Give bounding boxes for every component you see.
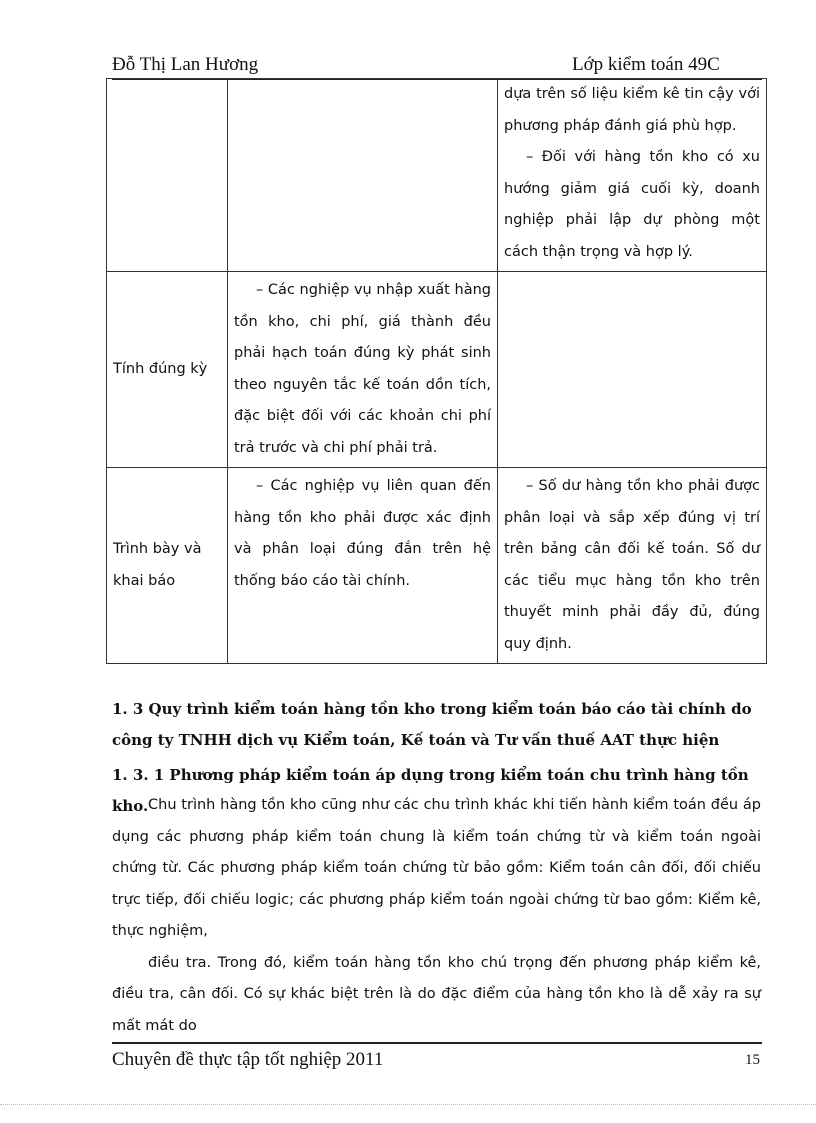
table-cell	[498, 79, 767, 272]
body-paragraph: điều tra. Trong đó, kiểm toán hàng tồn kho chú trọng đến phương pháp kiểm kê, điều tra, cân đối. Có sự khác biệt trên là do đặc điểm của hàng tồn kho là dễ xảy ra sự mất mát do	[112, 954, 761, 1034]
cell-paragraph: – Đối với hàng tồn kho có xu hướng giảm giá cuối kỳ, doanh nghiệp phải lập dự phòng một cách thận trọng và hợp lý.	[504, 149, 760, 260]
cell-paragraph: dựa trên số liệu kiểm kê tin cậy với phương pháp đánh giá phù hợp.	[504, 86, 760, 134]
subsection-heading: 1. 3. 1 Phương pháp kiểm toán áp dụng trong kiểm toán chu trình hàng tồn kho.	[112, 766, 749, 815]
section-heading: 1. 3 Quy trình kiểm toán hàng tồn kho trong kiểm toán báo cáo tài chính do công ty TNHH dịch vụ Kiểm toán, Kế toán và Tư vấn thuế AAT thực hiện	[112, 700, 752, 749]
page-header	[112, 52, 762, 80]
page-footer	[112, 1042, 762, 1070]
table-cell	[228, 468, 498, 664]
page-number: 15	[745, 1052, 760, 1068]
footer-title: Chuyên đề thực tập tốt nghiệp 2011	[112, 1049, 384, 1070]
class-name: Lớp kiểm toán 49C	[572, 54, 720, 75]
table-row	[107, 272, 767, 468]
cell-paragraph: – Các nghiệp vụ liên quan đến hàng tồn kho phải được xác định và phân loại đúng đắn trên hệ thống báo cáo tài chính.	[234, 478, 491, 589]
body-paragraph: Chu trình hàng tồn kho cũng như các chu trình khác khi tiến hành kiểm toán đều áp dụng các phương pháp kiểm toán chung là kiểm toán chứng từ và kiểm toán ngoài chứng từ. Các phương pháp kiểm toán chứng từ bảo gồm: Kiểm toán cân đối, đối chiếu trực tiếp, đối chiếu logic; các phương pháp kiểm toán ngoài chứng từ bao gồm: Kiểm kê, thực nghiệm,	[112, 797, 761, 939]
row-label-cell: Trình bày và khai báo	[107, 468, 228, 664]
table-cell	[498, 272, 767, 468]
author-name: Đỗ Thị Lan Hương	[112, 54, 259, 75]
cell-paragraph: – Các nghiệp vụ nhập xuất hàng tồn kho, chi phí, giá thành đều phải hạch toán đúng kỳ phát sinh theo nguyên tắc kế toán dồn tích, đặc biệt đối với các khoản chi phí trả trước và chi phí phải trả.	[234, 282, 491, 456]
table-row	[107, 79, 767, 272]
audit-objectives-table	[106, 78, 767, 664]
table-cell	[498, 468, 767, 664]
cell-paragraph: – Số dư hàng tồn kho phải được phân loại và sắp xếp đúng vị trí trên bảng cân đối kế toán. Số dư các tiểu mục hàng tồn kho trên thuyết minh phải đầy đủ, đúng quy định.	[504, 478, 760, 652]
table-row	[107, 468, 767, 664]
table-cell	[228, 272, 498, 468]
table-cell	[228, 79, 498, 272]
row-label-cell: Tính đúng kỳ	[107, 272, 228, 468]
page-bottom-divider	[0, 1104, 816, 1105]
row-label-cell	[107, 79, 228, 272]
body-text	[112, 790, 761, 1042]
